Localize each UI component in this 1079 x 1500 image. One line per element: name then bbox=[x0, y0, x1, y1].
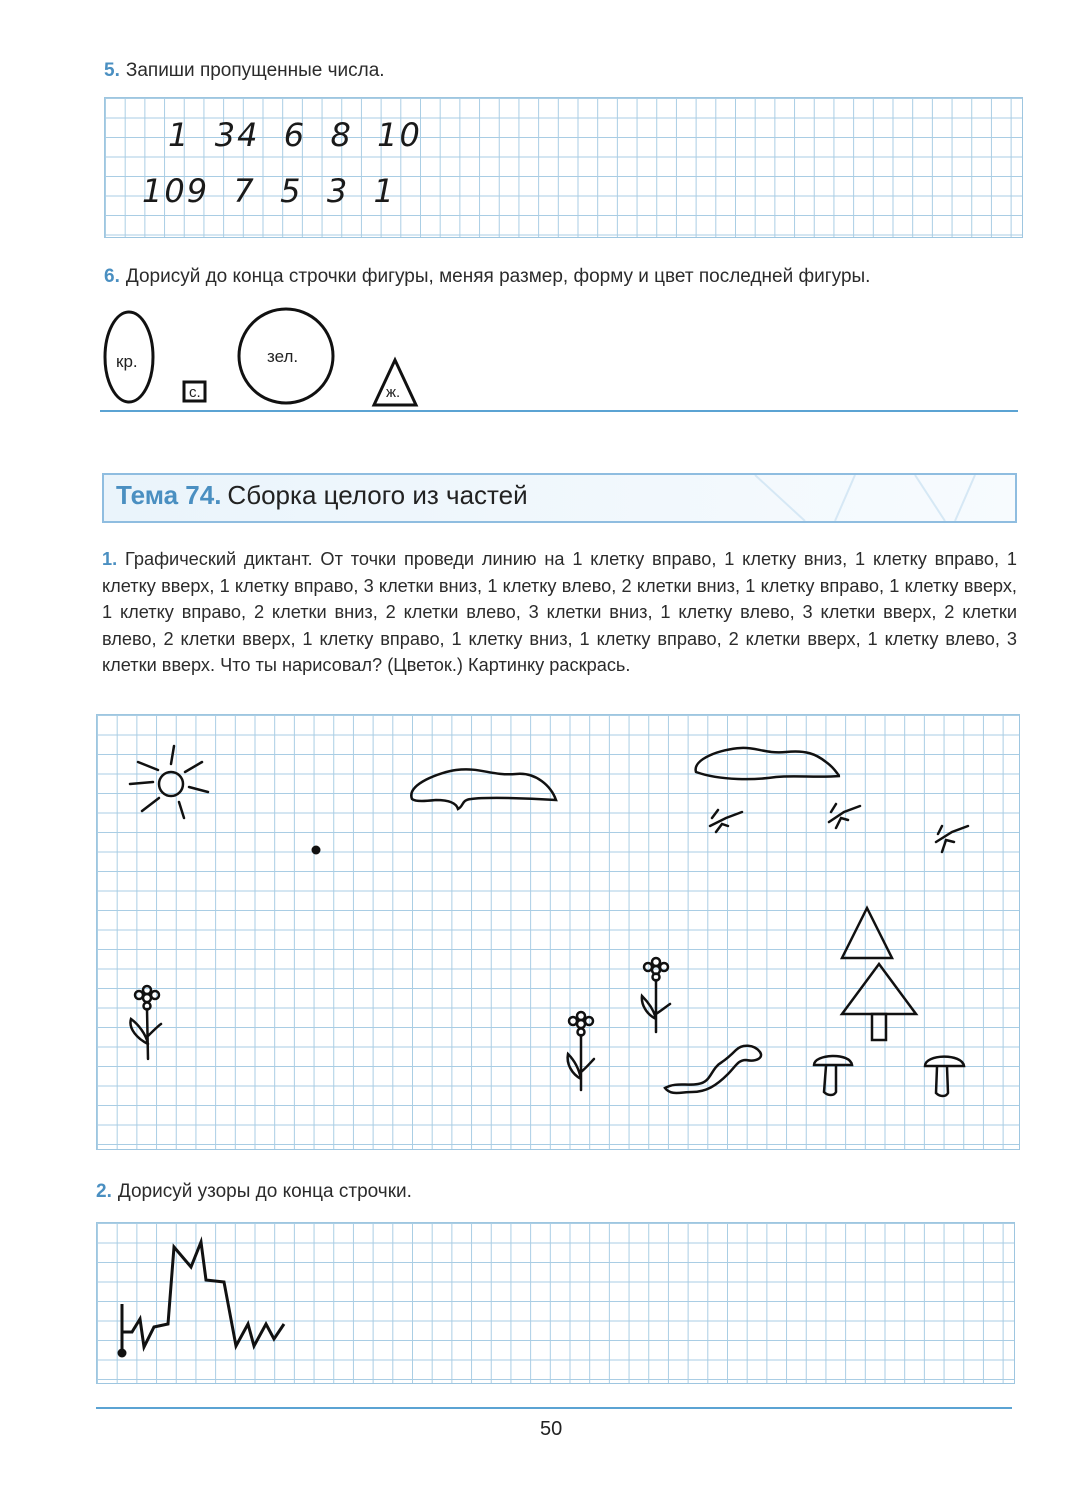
task-5-row-2: 109 7 5 3 1 bbox=[142, 172, 396, 210]
task-6-number: 6. bbox=[104, 266, 120, 287]
mushroom-icon bbox=[814, 1056, 852, 1095]
square-label: с. bbox=[189, 384, 201, 401]
bird-icon bbox=[710, 810, 742, 832]
task-2-text: Дорисуй узоры до конца строчки. bbox=[117, 1181, 412, 1202]
page-number: 50 bbox=[540, 1418, 563, 1440]
pattern-sample bbox=[96, 1222, 1013, 1382]
dictation-text: Графический диктант. От точки проведи линию на 1 клетку вправо, 1 клетку вниз, 1 клетку вправо, 1 клетку вверх, 1 клетку вправо, 3 клетки вниз, 1 клетку влево, 2 клетки вниз, 1 клетку вправо, 1 клетку вверх, 1 клетку вправо, 2 клетки вниз, 2 клетки влево, 3 клетки вниз, 1 клетку влево, 3 клетки вверх, 2 клетки влево, 2 клетки вверх, 1 клетку вправо, 1 клетку вниз, 1 клетку вправо, 2 клетки вверх, 1 клетку влево, 3 клетки вверх. Что ты нарисовал? (Цветок.) Картинку раскрась. bbox=[102, 549, 1017, 676]
oval-label: кр. bbox=[116, 352, 138, 371]
circle-label: зел. bbox=[267, 347, 299, 366]
triangle-label: ж. bbox=[386, 384, 401, 401]
topic-banner bbox=[102, 473, 1017, 523]
dictation-number: 1. bbox=[102, 549, 118, 569]
cloud-icon bbox=[696, 748, 840, 779]
dictation-paragraph bbox=[102, 546, 1017, 679]
flower-icon bbox=[130, 986, 161, 1059]
task-5-heading bbox=[104, 60, 385, 82]
task-6-text: Дорисуй до конца строчки фигуры, меняя размер, форму и цвет последней фигуры. bbox=[125, 266, 871, 287]
bird-icon bbox=[936, 826, 968, 852]
pattern-start-dot bbox=[118, 1349, 127, 1358]
tree-icon bbox=[842, 908, 916, 1040]
footer-line bbox=[96, 1407, 1012, 1409]
task-2-number: 2. bbox=[96, 1181, 112, 1202]
zigzag-pattern bbox=[122, 1242, 284, 1352]
task-6-heading bbox=[104, 266, 870, 288]
cloud-icon bbox=[411, 769, 556, 809]
topic-title: Сборка целого из частей bbox=[227, 480, 528, 510]
mushroom-icon bbox=[925, 1057, 964, 1096]
start-dot bbox=[312, 846, 321, 855]
topic-number: Тема 74. bbox=[116, 480, 222, 510]
task-5-row-1: 1 34 6 8 10 bbox=[168, 116, 422, 154]
flower-icon bbox=[568, 1012, 594, 1090]
task-5-text: Запиши пропущенные числа. bbox=[125, 60, 385, 81]
divider-line bbox=[100, 410, 1018, 412]
task-2-heading bbox=[96, 1181, 412, 1203]
task-6-shapes bbox=[100, 305, 430, 410]
bird-icon bbox=[829, 804, 860, 828]
dictation-illustrations bbox=[96, 714, 1018, 1148]
task-5-number: 5. bbox=[104, 60, 120, 81]
banner-decoration bbox=[715, 475, 1015, 521]
sun-icon bbox=[130, 746, 208, 818]
snake-icon bbox=[665, 1046, 761, 1093]
flower-icon bbox=[642, 958, 670, 1032]
